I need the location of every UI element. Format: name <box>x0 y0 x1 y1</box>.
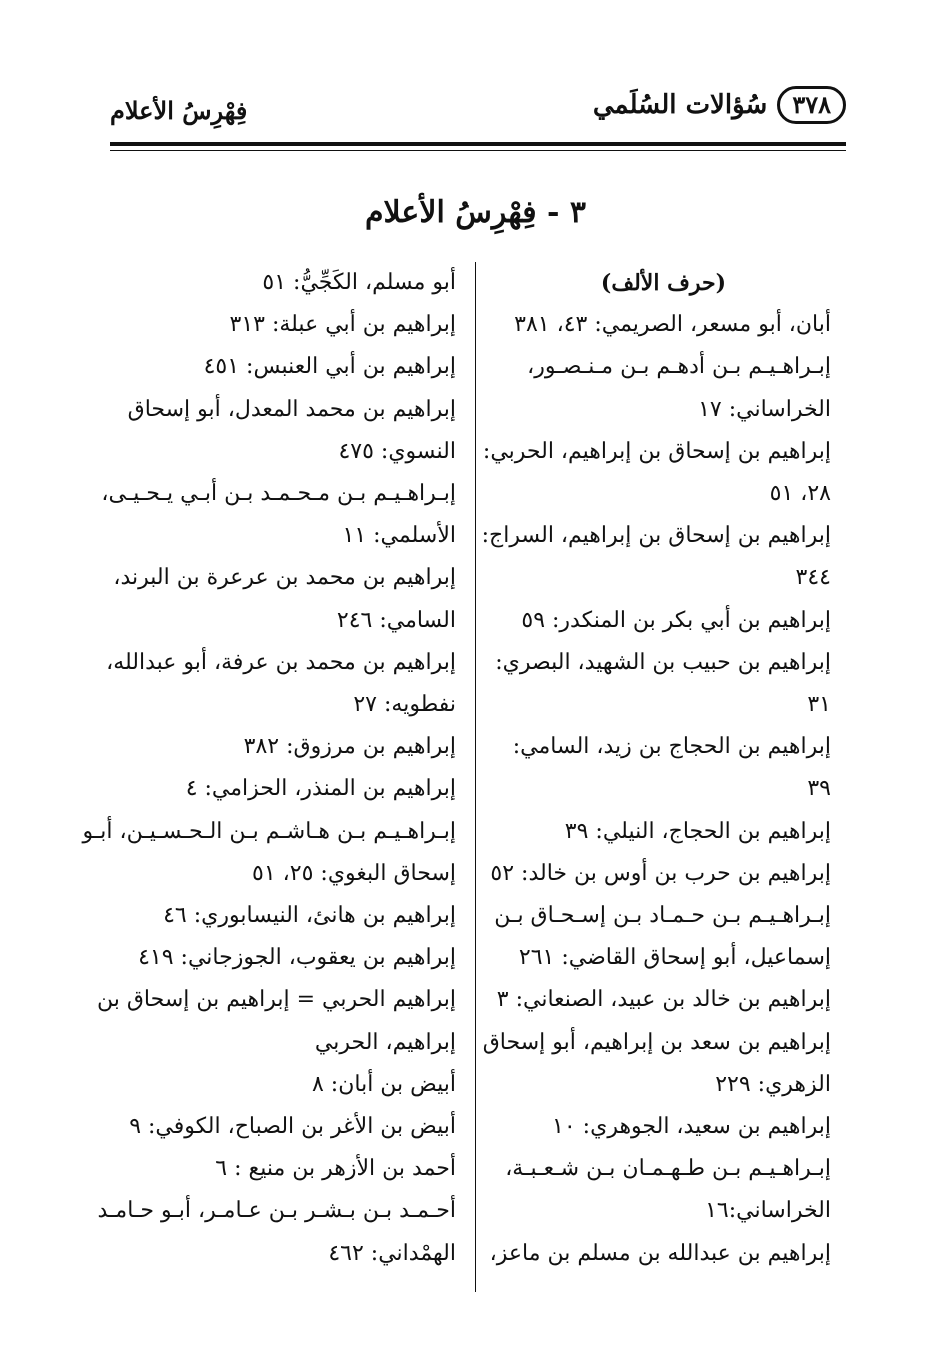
index-entry-line: إبراهيم بن مرزوق: ٣٨٢ <box>243 734 456 760</box>
index-entry-line: ٣١ <box>807 692 831 718</box>
index-entry-line: إبراهيم بن حرب بن أوس بن خالد: ٥٢ <box>490 860 831 886</box>
index-entry-line: أبان، أبو مسعر، الصريمي: ٤٣، ٣٨١ <box>514 312 831 338</box>
page-number-badge: ٣٧٨ <box>777 86 846 124</box>
index-entry-line: إبراهيم بن سعد بن إبراهيم، أبو إسحاق <box>482 1029 831 1055</box>
index-entry-line: إبراهيم بن إسحاق بن إبراهيم، السراج: <box>481 523 831 549</box>
index-entry-line: ٢٨، ٥١ <box>769 481 831 507</box>
index-entry-line: الهمْداني: ٤٦٢ <box>328 1240 456 1266</box>
header-rule-thin <box>110 150 846 151</box>
header-rule-thick <box>110 142 846 146</box>
index-entry-line: إسماعيل، أبو إسحاق القاضي: ٢٦١ <box>518 945 831 971</box>
index-entry-line: إبراهيم بن إسحاق بن إبراهيم، الحربي: <box>482 438 831 464</box>
index-column-left <box>82 262 456 1275</box>
index-entry-line: ٣٩ <box>807 776 831 802</box>
index-entry-line: إبراهيم بن خالد بن عبيد، الصنعاني: ٣ <box>496 987 831 1013</box>
right-column-entries <box>481 304 831 1275</box>
index-entry-line: نفطويه: ٢٧ <box>353 692 456 718</box>
index-entry-line: إبـراهـيـم بـن مـحـمـد بـن أبـي يـحـيـى، <box>101 481 456 507</box>
index-entry-line: الخراساني:١٦ <box>705 1198 831 1224</box>
index-entry-line: أبو مسلم، الكَجِّيُّ: ٥١ <box>262 270 456 295</box>
index-entry-line: إبراهيم، الحربي <box>314 1029 456 1055</box>
index-entry-line: إبراهيم بن سعيد، الجوهري: ١٠ <box>552 1114 831 1140</box>
index-entry-line: إبراهيم بن المنذر، الحزامي: ٤ <box>185 776 456 802</box>
index-entry-line: إبـراهـيـم بـن أدهـم بـن مـنـصـور، <box>527 354 831 380</box>
column-divider <box>475 262 476 1292</box>
running-header <box>110 76 846 136</box>
index-entry-line: إبراهيم الحربي = إبراهيم بن إسحاق بن <box>96 987 456 1013</box>
index-entry-line: أبيض بن الأغر بن الصباح، الكوفي: ٩ <box>129 1114 456 1140</box>
index-entry-line: إبراهيم بن حبيب بن الشهيد، البصري: <box>495 649 831 675</box>
index-entry-line: إبـراهـيـم بـن حـمـاد بـن إسـحـاق بـن <box>494 903 831 929</box>
index-entry-line: الخراساني: ١٧ <box>698 396 831 422</box>
index-entry-line: إبراهيم بن أبي بكر بن المنكدر: ٥٩ <box>521 607 831 633</box>
index-entry-line: الأسلمي: ١١ <box>342 523 456 549</box>
running-title: سُؤالات السُلَمي <box>592 90 768 120</box>
index-entry-line: النسوي: ٤٧٥ <box>338 438 456 464</box>
index-entry-line: إبراهيم بن محمد بن عرعرة بن البرند، <box>113 565 456 591</box>
header-section-label: فِهْرِسُ الأعلام <box>110 96 248 125</box>
index-entry-line: السامي: ٢٤٦ <box>336 607 456 633</box>
index-entry-line: إبـراهـيـم بـن طـهـمـان بـن شـعـبـة، <box>505 1156 831 1182</box>
index-entry-line: إسحاق البغوي: ٢٥، ٥١ <box>252 860 456 886</box>
index-entry-line: إبراهيم بن الحجاج، النيلي: ٣٩ <box>564 818 831 844</box>
index-entry-line: الزهري: ٢٢٩ <box>715 1071 831 1097</box>
index-entry-line: إبراهيم بن أبي العنبس: ٤٥١ <box>203 354 456 380</box>
index-entry-line: ٣٤٤ <box>795 565 831 591</box>
header-title-group <box>593 86 846 124</box>
index-entry-line: إبـراهـيـم بـن هـاشـم بـن الـحـسـيـن، أبـو <box>82 818 456 844</box>
index-column-right <box>481 262 831 1275</box>
left-column-entries <box>82 262 456 1275</box>
section-title: ٣ - فِهْرِسُ الأعلام <box>364 195 587 230</box>
index-entry-line: إبراهيم بن الحجاج بن زيد، السامي: <box>512 734 831 760</box>
index-entry-line: إبراهيم بن يعقوب، الجوزجاني: ٤١٩ <box>138 945 456 971</box>
index-entry-line: إبراهيم بن أبي عبلة: ٣١٣ <box>229 312 456 338</box>
letter-heading: (حرف الألف) <box>600 270 727 296</box>
index-entry-line: أحـمـد بـن بـشـر بـن عـامـر، أبـو حـامـد <box>97 1198 456 1224</box>
index-entry-line: إبراهيم بن عبدالله بن مسلم بن ماعز، <box>489 1240 831 1266</box>
index-entry-line: إبراهيم بن محمد بن عرفة، أبو عبدالله، <box>106 649 456 675</box>
index-entry-line: أحمد بن الأزهر بن منيع : ٦ <box>215 1156 456 1182</box>
index-entry-line: أبيض بن أبان: ٨ <box>311 1071 456 1097</box>
index-entry-line: إبراهيم بن هانئ، النيسابوري: ٤٦ <box>163 903 456 929</box>
index-entry-line: إبراهيم بن محمد المعدل، أبو إسحاق <box>127 396 456 422</box>
